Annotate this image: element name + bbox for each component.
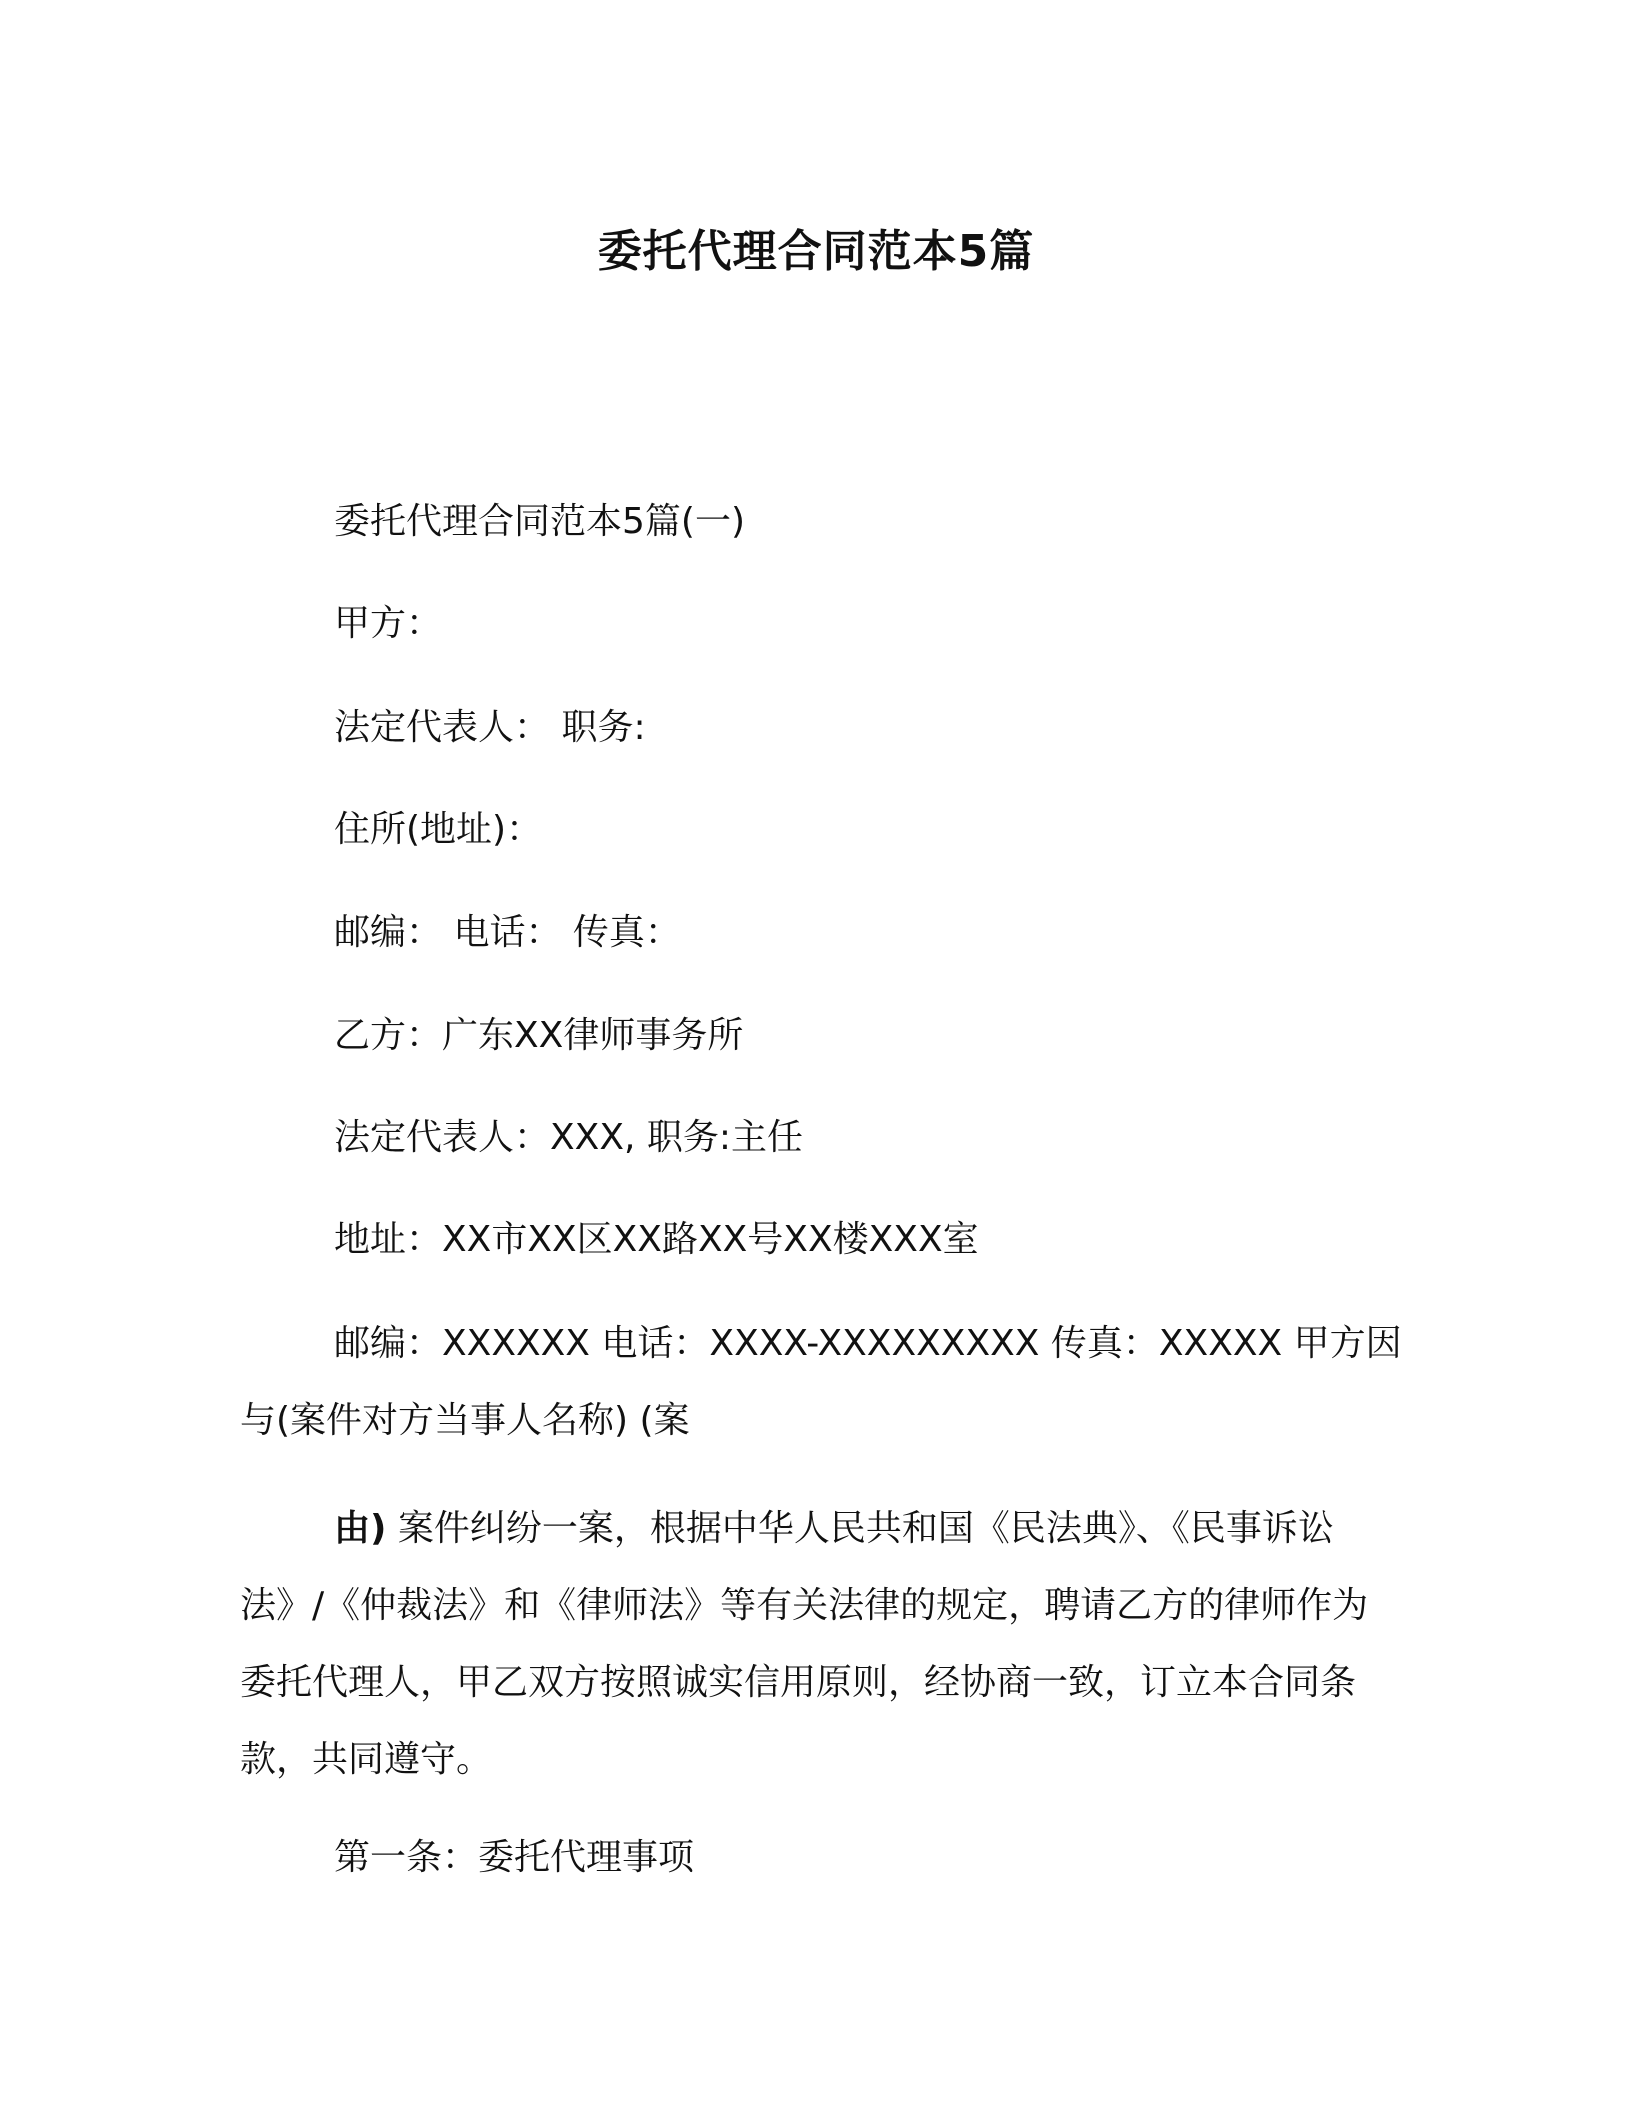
contract-cause-paragraph [240, 1490, 1370, 1798]
article-one-heading: 第一条：委托代理事项 [334, 1837, 695, 1878]
section-subtitle: 委托代理合同范本5篇(一) [334, 501, 745, 542]
party-a-label: 甲方： [334, 603, 443, 644]
party-b-contact: 邮编：XXXXXX 电话：XXXX-XXXXXXXXX 传真：XXXXX 甲方因 [334, 1323, 1402, 1364]
cause-body: 案件纠纷一案，根据中华人民共和国《民法典》、《民事诉讼法》/《仲裁法》和《律师法》等有关法律的规定，聘请乙方的律师作为委托代理人，甲乙双方按照诚实信用原则，经协商一致，订立本合同条款，共同遵守。 [240, 1508, 1369, 1780]
party-b-contact-continued: 与(案件对方当事人名称) (案 [240, 1400, 690, 1441]
party-b-address: 地址：XX市XX区XX路XX号XX楼XXX室 [334, 1219, 979, 1260]
party-a-contact: 邮编： 电话： 传真： [334, 912, 681, 953]
document-title: 委托代理合同范本5篇 [597, 226, 1035, 277]
cause-lead: 由) [334, 1508, 387, 1549]
party-a-address: 住所(地址)： [334, 809, 543, 850]
party-b-label: 乙方：广东XX律师事务所 [334, 1015, 744, 1056]
party-b-representative: 法定代表人：XXX, 职务:主任 [334, 1117, 804, 1158]
party-a-representative: 法定代表人： 职务: [334, 707, 646, 748]
